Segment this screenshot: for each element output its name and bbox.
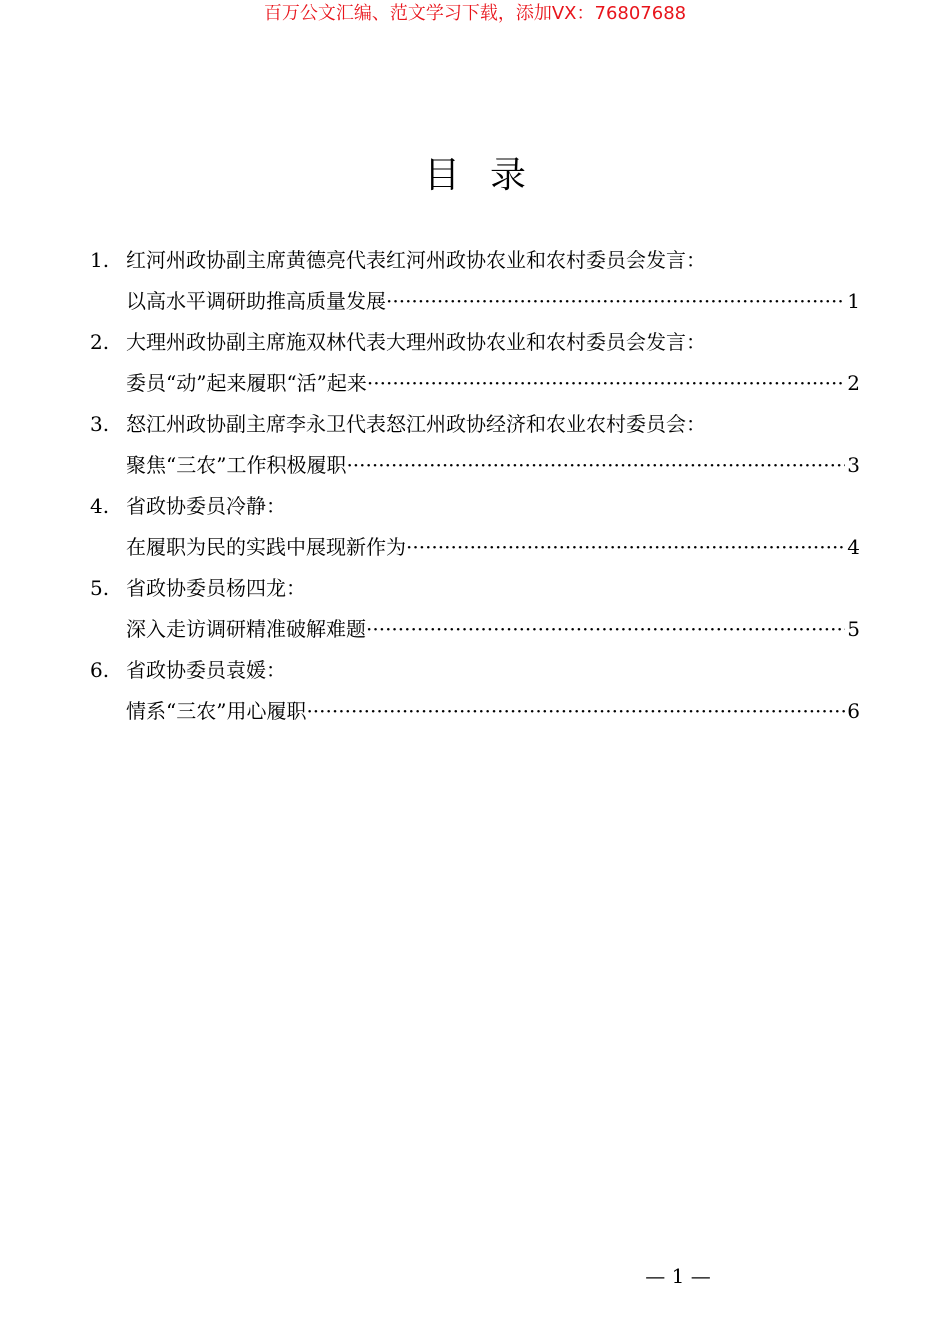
toc-heading-line (90, 404, 860, 445)
toc-number: 5. (90, 576, 110, 600)
toc-subtitle: 在履职为民的实践中展现新作为 (126, 535, 406, 559)
toc-heading: 省政协委员袁媛： (126, 658, 286, 682)
watermark-banner: 百万公文汇编、范文学习下载，添加VX：76807688 (263, 3, 687, 24)
toc-heading: 省政协委员杨四龙： (126, 576, 306, 600)
toc-dot-leader (346, 445, 845, 486)
toc-number: 1. (90, 248, 110, 272)
page-footer-number: — 1 — (645, 1264, 711, 1288)
toc-heading-line (90, 568, 860, 609)
toc-page-number: 6 (847, 699, 860, 723)
toc-heading: 省政协委员冷静： (126, 494, 286, 518)
page-title: 目录 (423, 155, 556, 196)
toc-page-number: 2 (847, 371, 860, 395)
toc-subtitle: 聚焦“三农”工作积极履职 (126, 453, 347, 477)
toc-page-number: 3 (847, 453, 860, 477)
toc-dot-leader (366, 609, 845, 650)
toc-dot-leader (367, 363, 845, 404)
toc-subtitle-line (90, 527, 860, 568)
toc-heading-line (90, 650, 860, 691)
toc-dot-leader (406, 527, 845, 568)
toc-subtitle-line (90, 281, 860, 322)
toc-entry-2[interactable] (90, 322, 860, 404)
toc-subtitle-line (90, 445, 860, 486)
toc-subtitle: 深入走访调研精准破解难题 (126, 617, 366, 641)
toc-heading-line (90, 322, 860, 363)
toc-subtitle-line (90, 609, 860, 650)
toc-number: 4. (90, 494, 110, 518)
toc-number: 6. (90, 658, 110, 682)
toc-subtitle-line (90, 363, 860, 404)
toc-entry-4[interactable] (90, 486, 860, 568)
toc-dot-leader (306, 691, 845, 732)
toc-dot-leader (386, 281, 845, 322)
toc-page-number: 4 (847, 535, 860, 559)
toc-number: 2. (90, 330, 110, 354)
toc-heading: 红河州政协副主席黄德亮代表红河州政协农业和农村委员会发言： (126, 248, 706, 272)
toc-number: 3. (90, 412, 110, 436)
toc-page-number: 5 (847, 617, 860, 641)
toc-heading-line (90, 486, 860, 527)
toc-subtitle: 委员“动”起来履职“活”起来 (126, 371, 367, 395)
toc-subtitle: 以高水平调研助推高质量发展 (126, 289, 386, 313)
toc-subtitle: 情系“三农”用心履职 (126, 699, 307, 723)
toc-entry-5[interactable] (90, 568, 860, 650)
table-of-contents (90, 240, 860, 732)
toc-entry-6[interactable] (90, 650, 860, 732)
toc-heading: 大理州政协副主席施双林代表大理州政协农业和农村委员会发言： (126, 330, 706, 354)
toc-heading: 怒江州政协副主席李永卫代表怒江州政协经济和农业农村委员会： (126, 412, 706, 436)
toc-entry-1[interactable] (90, 240, 860, 322)
toc-heading-line (90, 240, 860, 281)
toc-subtitle-line (90, 691, 860, 732)
toc-page-number: 1 (847, 289, 860, 313)
toc-entry-3[interactable] (90, 404, 860, 486)
